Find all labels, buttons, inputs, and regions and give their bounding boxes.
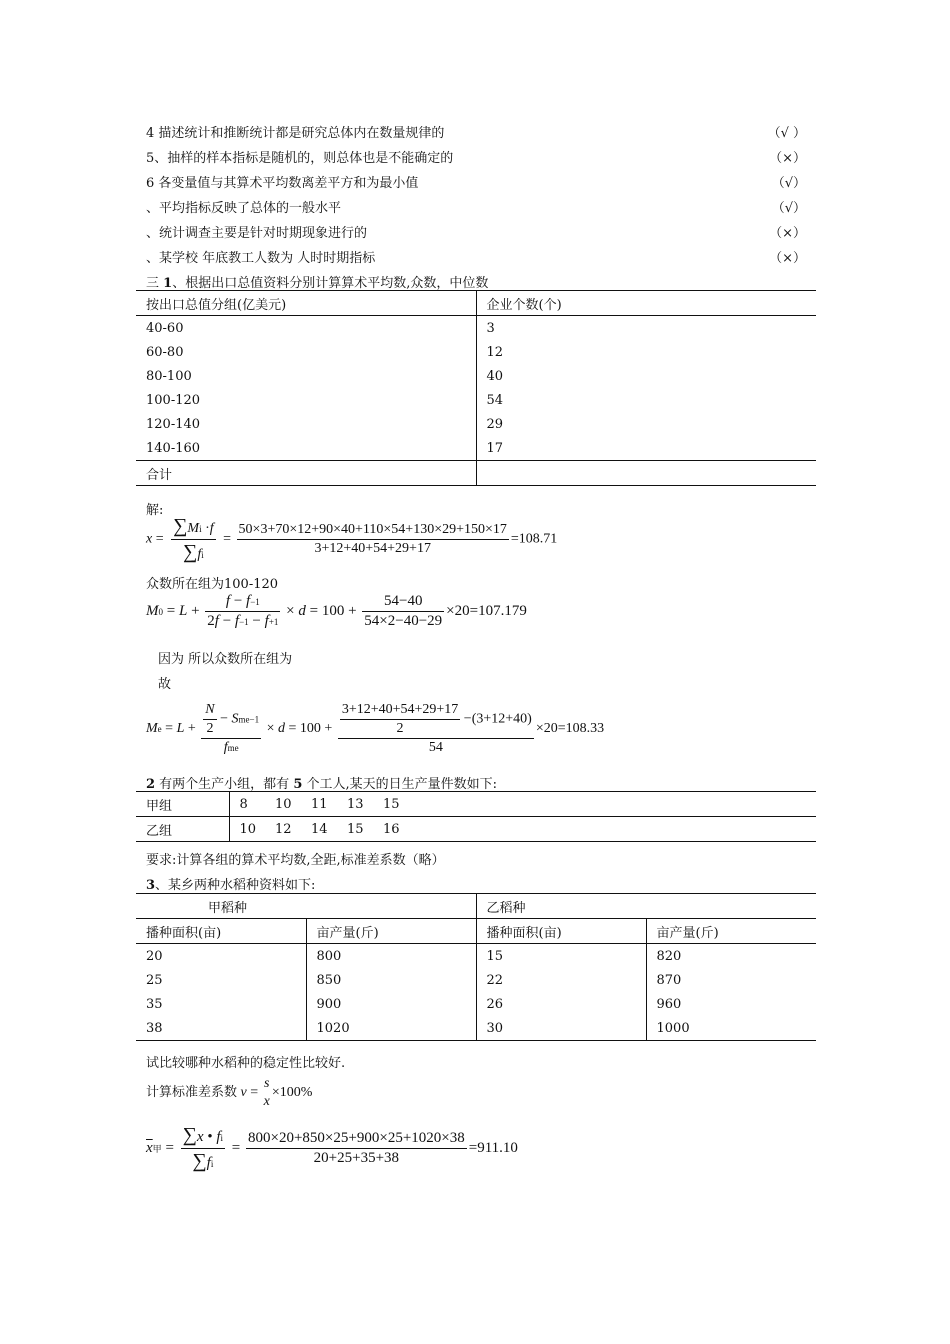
- q2-requirement: 要求:计算各组的算术平均数,全距,标准差系数（略）: [146, 853, 445, 868]
- therefore-text: 故: [158, 677, 172, 692]
- judgment-row: [146, 147, 806, 169]
- group-a-header: 甲稻种: [136, 894, 476, 919]
- median-sum: 3+12+40+54+29+17: [340, 702, 460, 720]
- judgment-row: [146, 197, 806, 219]
- because-text: 因为 所以众数所在组为: [158, 652, 293, 667]
- rice-table: [136, 893, 816, 1041]
- mode-result: ×20=107.179: [446, 602, 527, 619]
- group-a-mean-numerator: 800×20+850×25+900×25+1020×38: [246, 1130, 467, 1149]
- table-row: 甲组 8 10 11 13 15: [136, 792, 816, 817]
- table-header-row: 播种面积(亩) 亩产量(斤) 播种面积(亩) 亩产量(斤): [136, 919, 816, 944]
- table-row: 20 800 15 820: [136, 944, 816, 969]
- group-b-header: 乙稻种: [486, 900, 526, 916]
- table-row: 60-80 12: [136, 340, 816, 364]
- cv-formula: 计算标准差系数 v = s x ×100%: [146, 1076, 313, 1109]
- table-header-row: [136, 291, 816, 316]
- export-table: [136, 290, 816, 486]
- judgment-text: 、某学校 年底教工人数为 人时时期指标: [146, 251, 376, 266]
- judgment-row: [146, 247, 806, 269]
- table-total-row: 合计: [136, 461, 816, 486]
- median-result: ×20=108.33: [535, 721, 605, 737]
- q2-title: 2 有两个生产小组，都有 5 个工人,某天的日生产量件数如下:: [146, 777, 498, 792]
- table-row: 80-100 40: [136, 364, 816, 388]
- judgment-text: 、统计调查主要是针对时期现象进行的: [146, 226, 368, 241]
- q3-compare-text: 试比较哪种水稻种的稳定性比较好.: [146, 1056, 346, 1071]
- table-row: 140-160 17: [136, 436, 816, 461]
- header-count: 企业个数(个): [486, 297, 562, 313]
- judgment-mark: （×）: [769, 226, 806, 241]
- solution-label: 解:: [146, 503, 164, 518]
- judgment-text: 6 各变量值与其算术平均数离差平方和为最小值: [146, 176, 419, 191]
- mean-numerator: 50×3+70×12+90×40+110×54+130×29+150×17: [237, 522, 509, 540]
- mode-formula: M0 = L + $\frac{f - f-1}{2f - f-1 - f+1}$ × d = 100 + $\frac{54-40}{54\times 2-40-29}$ ×20=107.179: [146, 593, 527, 629]
- group-a-mean-result: =911.10: [468, 1139, 518, 1156]
- table-row: 38 1020 30 1000: [136, 1016, 816, 1041]
- judgment-mark: （√）: [771, 176, 806, 191]
- judgment-text: 5、抽样的样本指标是随机的，则总体也是不能确定的: [146, 151, 454, 166]
- judgment-mark: （√）: [771, 201, 806, 216]
- judgment-row: [146, 222, 806, 244]
- judgment-row: [146, 172, 806, 194]
- mode-denominator: 54×2−40−29: [364, 613, 443, 629]
- mean-result: =108.71: [510, 531, 558, 547]
- q1-title: 三 1、根据出口总值资料分别计算算术平均数,众数，中位数: [146, 276, 489, 291]
- q3-title: 3、某乡两种水稻种资料如下:: [146, 878, 316, 893]
- table-row: 乙组 10 12 14 15 16: [136, 817, 816, 842]
- judgment-text: 、平均指标反映了总体的一般水平: [146, 201, 342, 216]
- median-denominator: 54: [428, 740, 443, 755]
- mean-denominator: 3+12+40+54+29+17: [314, 541, 431, 556]
- table-row: 35 900 26 960: [136, 992, 816, 1016]
- table-row: 40-60 3: [136, 316, 816, 341]
- production-table: [136, 791, 816, 842]
- median-formula: Me = L + $\frac{N}{2}$ − Sme−1 fme × d = 100 + $\frac{3+12+40+54+29+17}{2}$ −(3+12+40) 54 ×20=108.33: [146, 702, 605, 755]
- header-group: 按出口总值分组(亿美元): [136, 291, 476, 316]
- judgment-text: 4 描述统计和推断统计都是研究总体内在数量规律的: [146, 126, 445, 141]
- judgment-row: [146, 122, 806, 144]
- judgment-mark: （×）: [769, 151, 806, 166]
- table-row: 100-120 54: [136, 388, 816, 412]
- group-a-mean-denominator: 20+25+35+38: [313, 1150, 400, 1166]
- judgment-mark: （×）: [769, 251, 806, 266]
- judgment-mark: （√ ）: [767, 126, 806, 141]
- table-row: 120-140 29: [136, 412, 816, 436]
- table-row: 25 850 22 870: [136, 968, 816, 992]
- mean-formula: x = $\frac{\sum Mi \cdot f}{\sum fi}$ = $\frac{50\times 3+70\times 12+90\times 40+110\times 54+130\times 29+150\times 17}{3+12+40+54+29+17}$ =108.71: [146, 515, 558, 563]
- mode-numerator: 54−40: [362, 593, 444, 612]
- mode-group-text: 众数所在组为100-120: [146, 577, 279, 592]
- group-a-mean-formula: $\overline{x}$甲 = $\frac{\sum x • fi}{\sum fi}$ = $\frac{800\times 20+850\times 25+900\times 25+1020\times 38}{20+25+35+38}$ =911.10: [146, 1124, 518, 1172]
- table-group-header-row: [136, 894, 816, 919]
